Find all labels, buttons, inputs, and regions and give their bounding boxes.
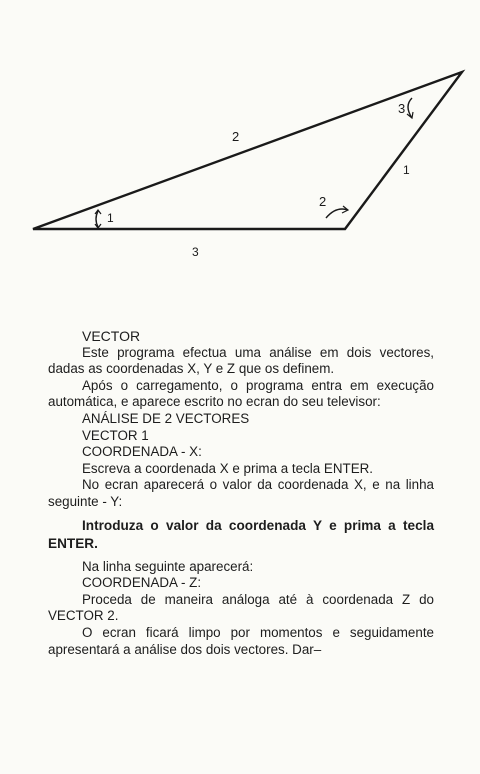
- paragraph-loading: Após o carregamento, o programa entra em execução automática, e aparece escrito no ecran do seu televisor:: [48, 377, 434, 410]
- paragraph-show-y: No ecran aparecerá o valor da coordenada X, e na linha seguinte - Y:: [48, 477, 434, 509]
- side-label-3: 3: [192, 245, 199, 259]
- section-title: VECTOR: [82, 328, 141, 344]
- screen-line-coord-x: COORDENADA - X:: [82, 444, 202, 460]
- triangle-diagram: [0, 0, 480, 290]
- screen-line-coord-z: COORDENADA - Z:: [82, 575, 202, 591]
- screen-line-analysis: ANÁLISE DE 2 VECTORES: [82, 410, 250, 426]
- paragraph-enter-x: Escreva a coordenada X e prima a tecla ENTER.: [82, 460, 374, 476]
- angle-2-arrow-icon: [326, 209, 348, 218]
- angle-label-1: 1: [107, 211, 114, 225]
- side-label-1: 1: [403, 163, 410, 177]
- screen-line-vector: VECTOR 1: [82, 427, 149, 443]
- angle-label-2: 2: [319, 194, 327, 209]
- paragraph-enter-y: Introduza o valor da coordenada Y e prima a tecla ENTER.: [48, 517, 434, 551]
- angle-1-arrow-icon: [96, 211, 98, 227]
- instructions-text: [48, 328, 434, 658]
- paragraph-intro: Este programa efectua uma análise em dois vectores, dadas as coordenadas X, Y e Z que os definem.: [48, 344, 434, 377]
- paragraph-analysis: O ecran ficará limpo por momentos e seguidamente apresentará a análise dos dois vectores. Dar–: [48, 624, 434, 657]
- paragraph-next-line: Na linha seguinte aparecerá:: [82, 558, 254, 574]
- side-label-2: 2: [232, 129, 240, 144]
- angle-label-3: 3: [398, 101, 406, 116]
- triangle-shape: [33, 72, 462, 229]
- paragraph-vector-2: Proceda de maneira análoga até à coordenada Z do VECTOR 2.: [48, 591, 434, 624]
